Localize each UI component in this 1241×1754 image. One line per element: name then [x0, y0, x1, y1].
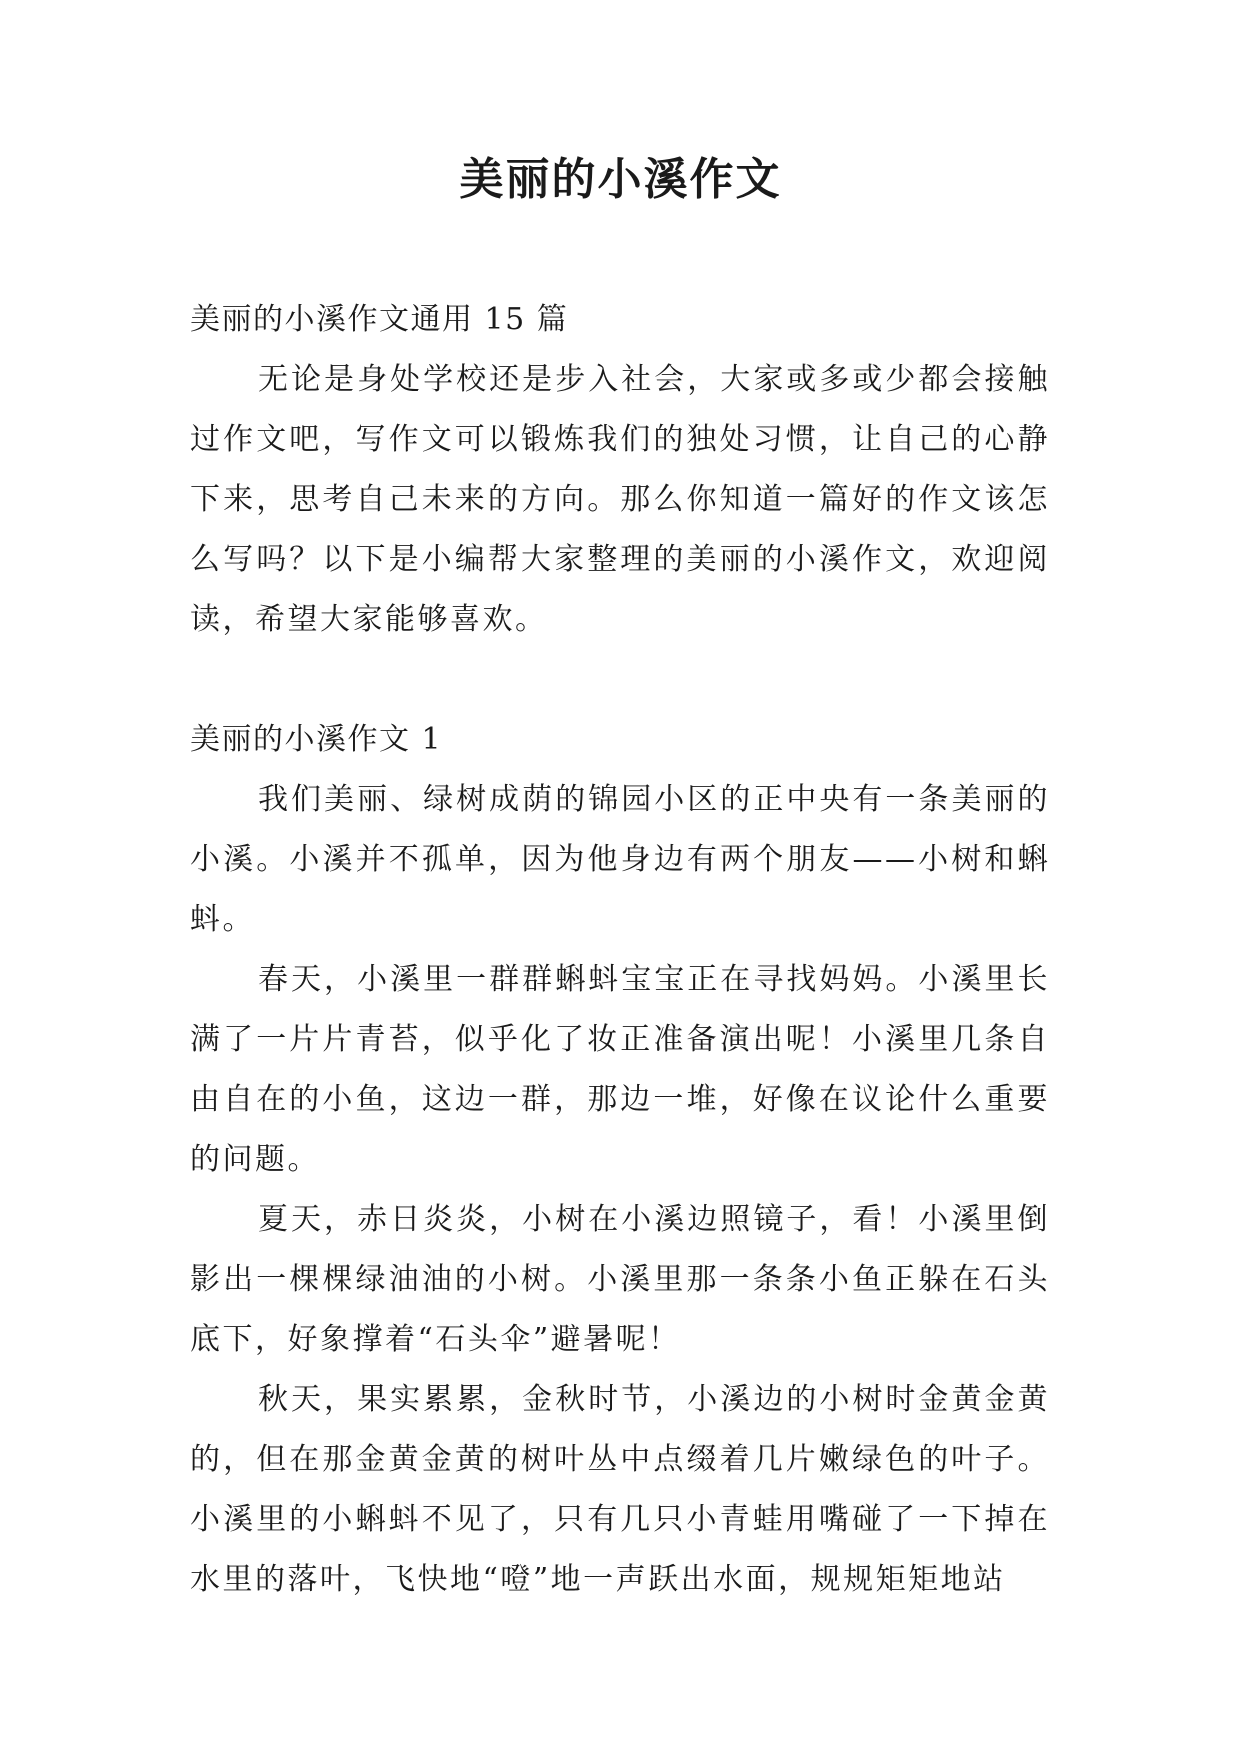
- section-heading: 美丽的小溪作文 1: [190, 722, 443, 757]
- body-paragraph: 秋天，果实累累，金秋时节，小溪边的小树时金黄金黄的，但在那金黄金黄的树叶丛中点缀着几片嫩绿色的叶子。小溪里的小蝌蚪不见了，只有几只小青蛙用嘴碰了一下掉在水里的落叶，飞快地“噔”地一声跃出水面，规规矩矩地站: [190, 1382, 1050, 1597]
- document-body: [190, 290, 1050, 1610]
- section-spacer: [190, 650, 1050, 710]
- body-paragraph: 春天，小溪里一群群蝌蚪宝宝正在寻找妈妈。小溪里长满了一片片青苔，似乎化了妆正准备演出呢！小溪里几条自由自在的小鱼，这边一群，那边一堆，好像在议论什么重要的问题。: [190, 962, 1050, 1177]
- intro-paragraph: 无论是身处学校还是步入社会，大家或多或少都会接触过作文吧，写作文可以锻炼我们的独处习惯，让自己的心静下来，思考自己未来的方向。那么你知道一篇好的作文该怎么写吗？以下是小编帮大家整理的美丽的小溪作文，欢迎阅读，希望大家能够喜欢。: [190, 362, 1050, 637]
- page-title: 美丽的小溪作文: [459, 154, 782, 205]
- body-paragraph: 夏天，赤日炎炎，小树在小溪边照镜子，看！小溪里倒影出一棵棵绿油油的小树。小溪里那一条条小鱼正躲在石头底下，好象撑着“石头伞”避暑呢！: [190, 1202, 1050, 1357]
- document-subtitle: 美丽的小溪作文通用 15 篇: [190, 302, 569, 337]
- body-paragraph: 我们美丽、绿树成荫的锦园小区的正中央有一条美丽的小溪。小溪并不孤单，因为他身边有两个朋友——小树和蝌蚪。: [190, 782, 1050, 937]
